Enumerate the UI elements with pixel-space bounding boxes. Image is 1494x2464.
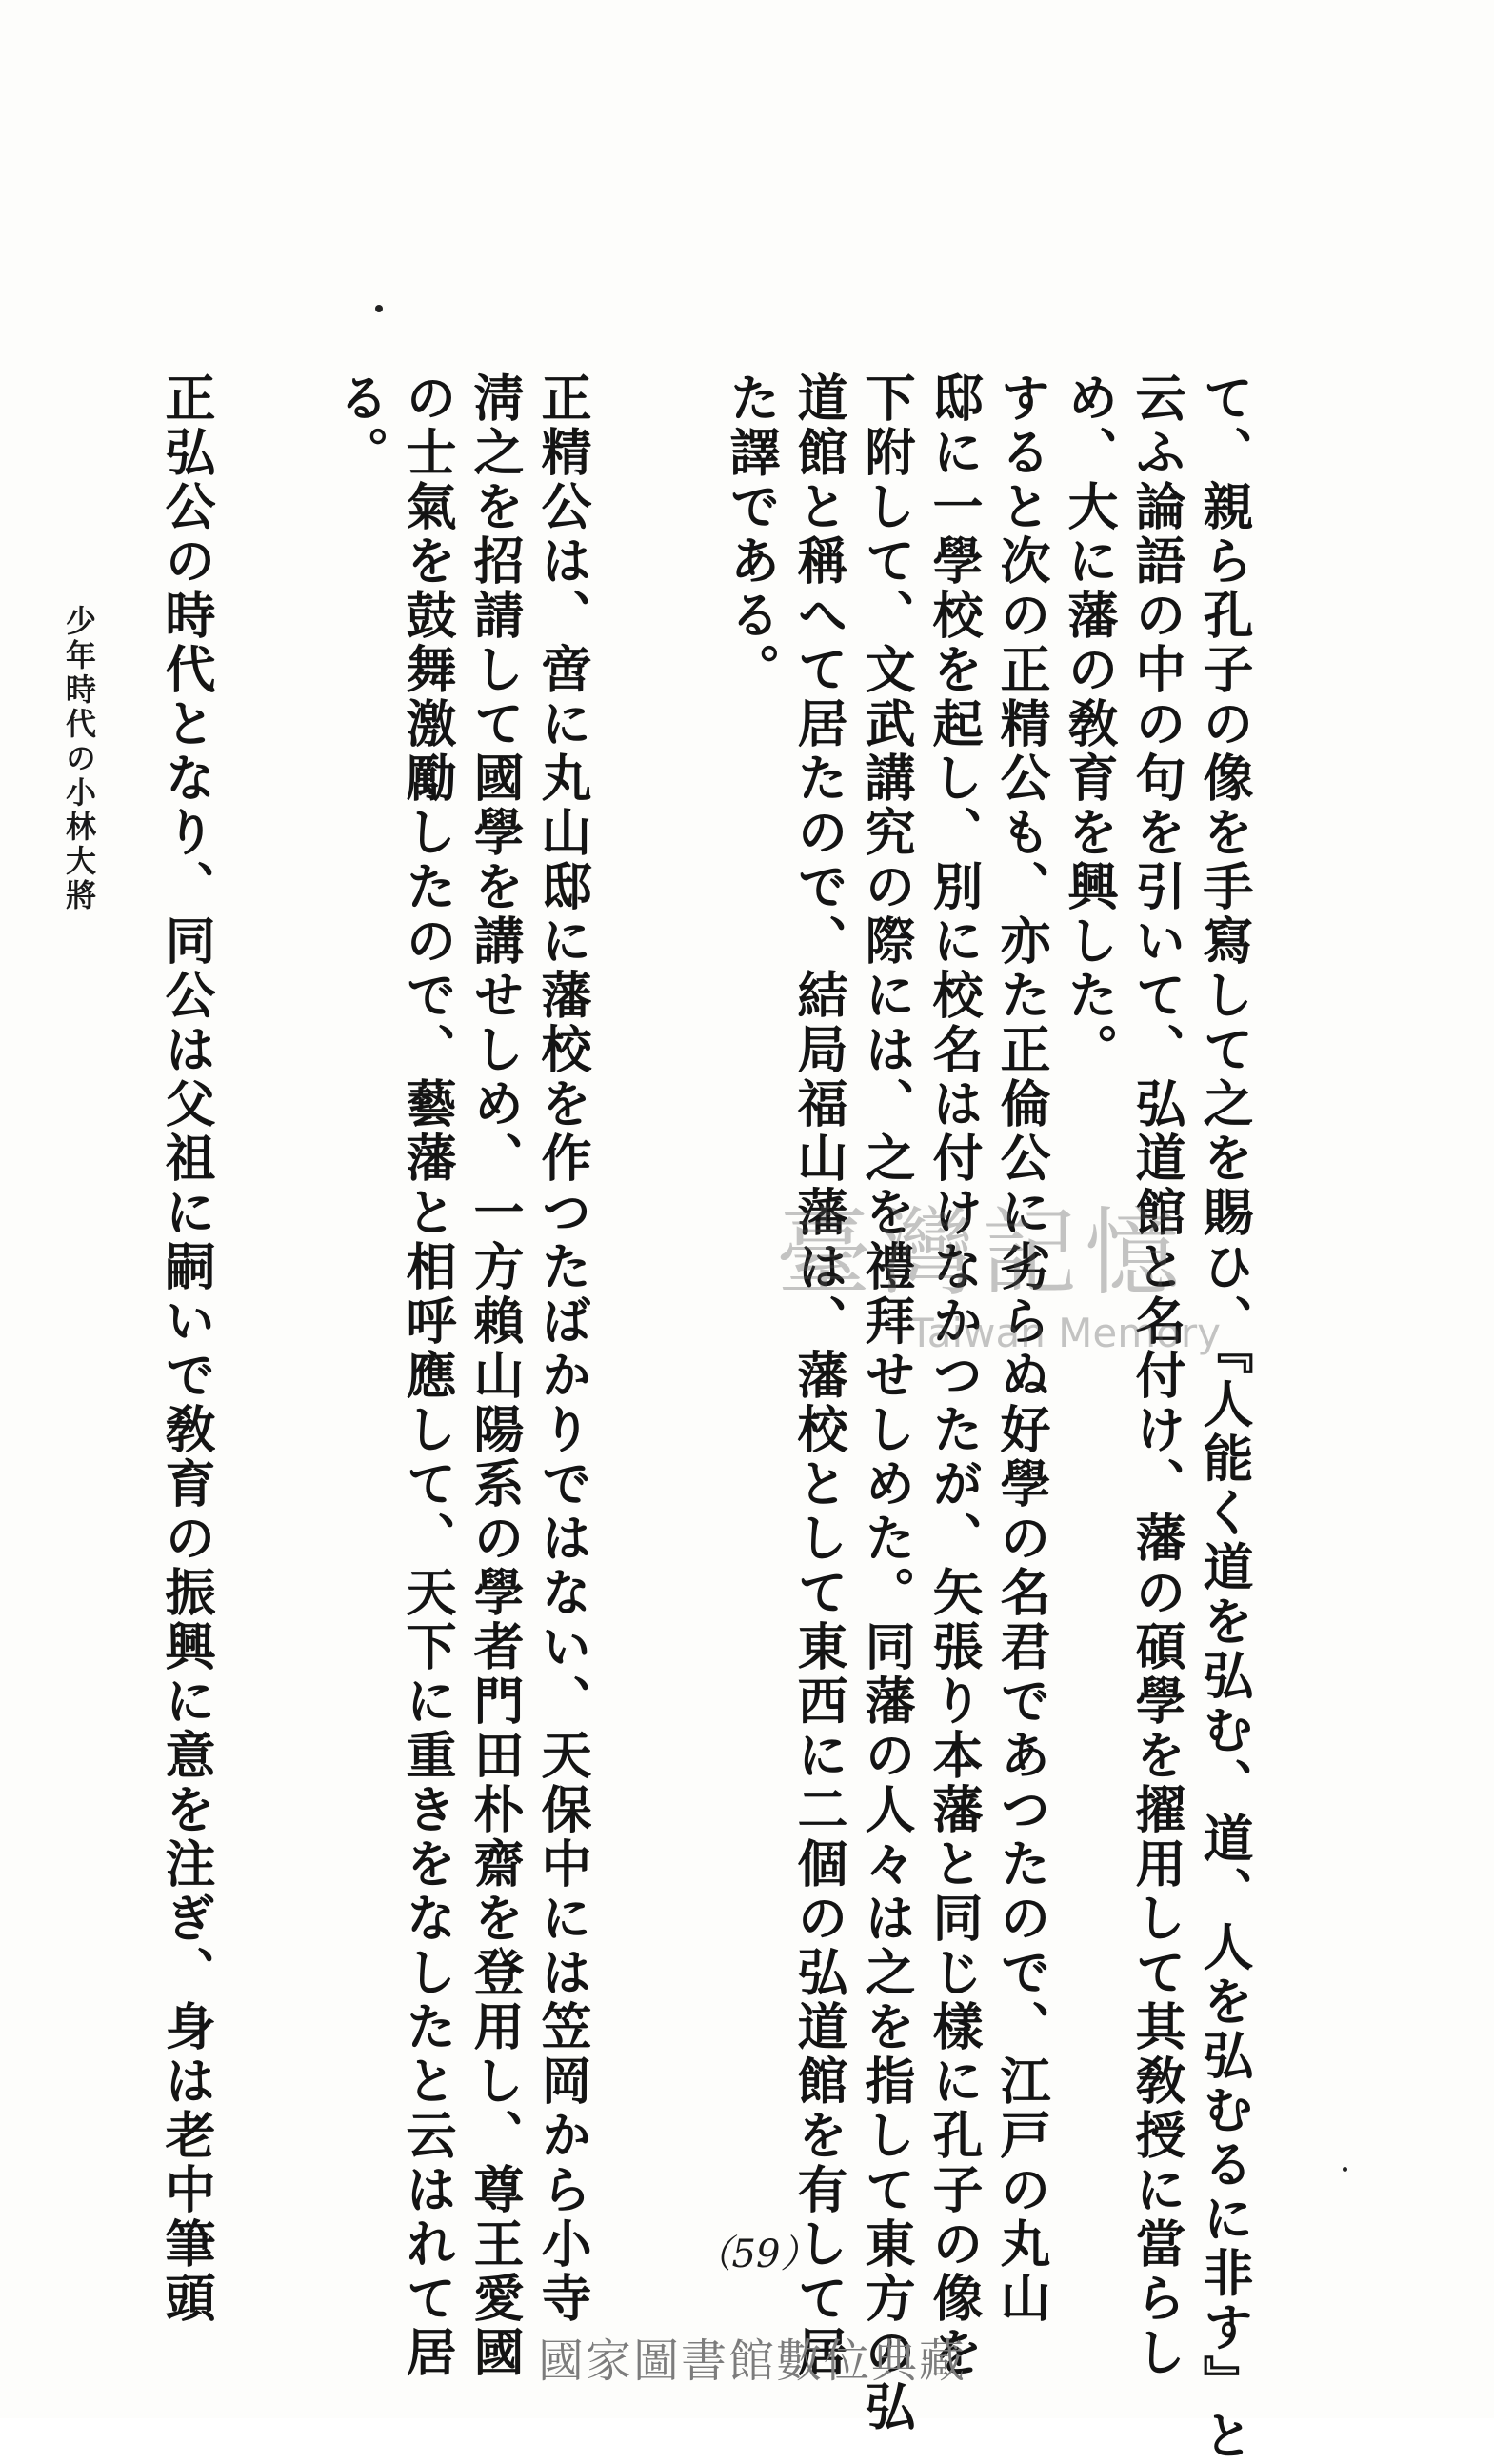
text-column-9: 正精公は、啻に丸山邸に藩校を作つたばかりではない、天保中には笠岡から小寺 — [533, 371, 592, 2326]
ink-speck — [375, 305, 383, 312]
watermark-latin-text: Taiwan Memory — [909, 1310, 1221, 1356]
text-column-11: の士氣を鼓舞激勵したので、藝藩と相呼應して、天下に重きをなしたと云はれて居 — [398, 371, 457, 2380]
ink-speck — [1343, 2167, 1347, 2172]
watermark-cjk-text: 臺灣記憶 — [776, 1197, 1187, 1309]
text-column-12: る。 — [330, 371, 389, 480]
text-column-2: 云ふ論語の中の句を引いて、弘道館と名付け、藩の碩學を擢用して其敎授に當らし — [1127, 371, 1186, 2380]
running-title: 少年時代の小林大將 — [61, 605, 97, 913]
text-column-4: すると次の正精公も、亦た正倫公に劣らぬ好學の名君であつたので、江戸の丸山 — [992, 371, 1051, 2326]
page-number: （59） — [693, 2233, 819, 2276]
library-footer-caption: 國家圖書館數位典藏 — [537, 2334, 966, 2388]
text-column-7: 道館と稱へて居たので、結局福山藩は、藩校として東西に二個の弘道館を有して居 — [789, 371, 848, 2380]
text-column-8: た譯である。 — [722, 371, 781, 697]
text-column-5: 邸に一學校を起し、別に校名は付けなかつたが、矢張り本藩と同じ樣に孔子の像を — [925, 371, 984, 2380]
text-column-10: 淸之を招請して國學を講せしめ、一方賴山陽系の學者門田朴齋を登用し、尊王愛國 — [466, 371, 525, 2380]
text-column-1: て、親ら孔子の像を手寫して之を賜ひ、『人能く道を弘む、道、人を弘むるに非す』と — [1195, 371, 1254, 2464]
watermark-logo — [776, 1176, 1271, 1367]
text-column-13: 正弘公の時代となり、同公は父祖に嗣いで敎育の振興に意を注ぎ、身は老中筆頭 — [157, 371, 216, 2326]
text-column-6: 下附して、文武講究の際には、之を禮拜せしめた。同藩の人々は之を指して東方の弘 — [857, 371, 916, 2434]
text-column-3: め、大に藩の敎育を興した。 — [1060, 371, 1119, 1077]
